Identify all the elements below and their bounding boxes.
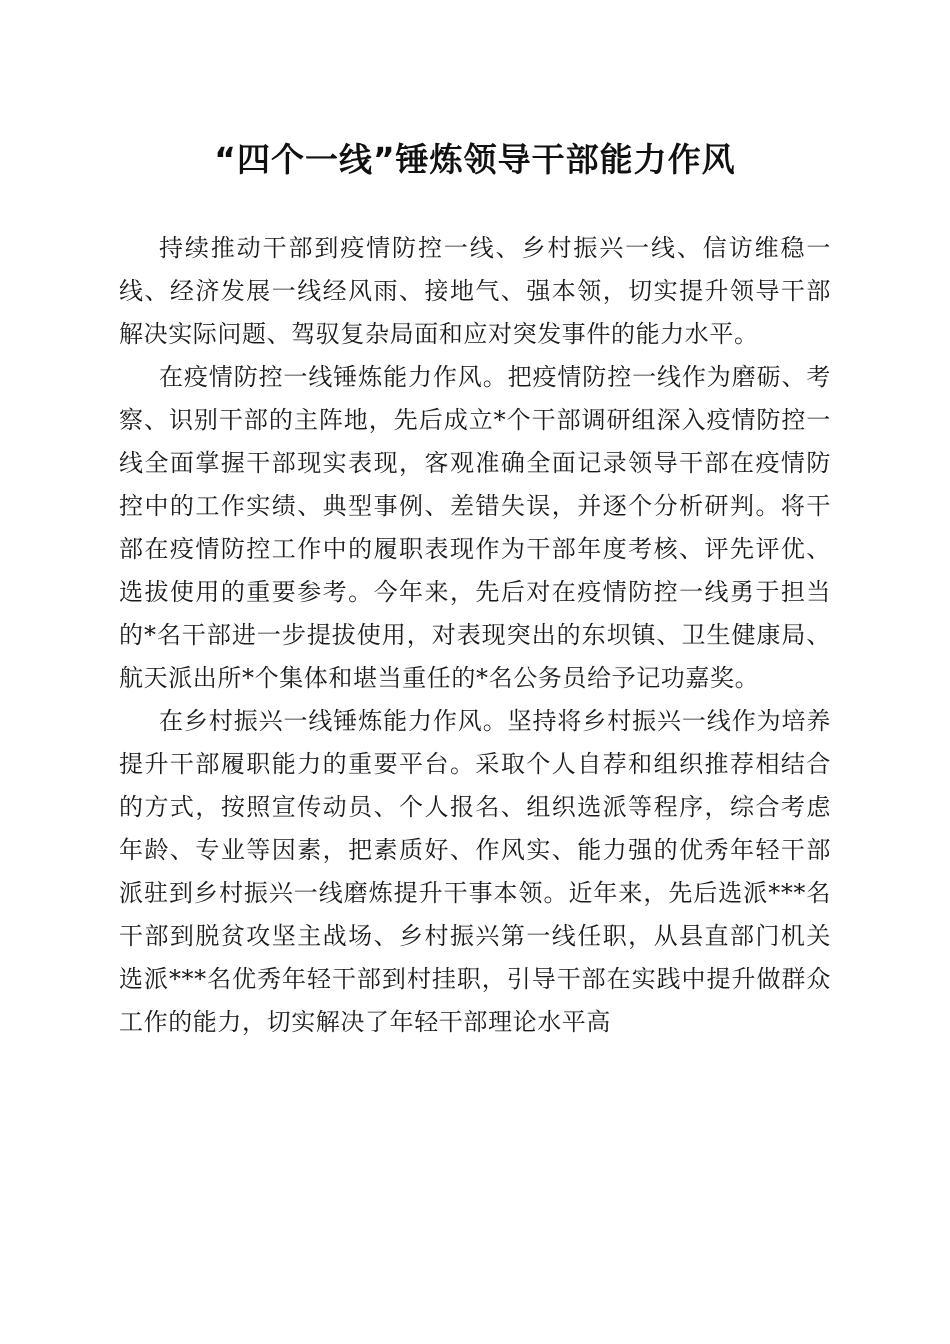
document-title: “四个一线”锤炼领导干部能力作风 — [214, 140, 736, 179]
document-body — [119, 227, 831, 1044]
paragraph-epidemic-control: 在疫情防控一线锤炼能力作风。把疫情防控一线作为磨砺、考察、识别干部的主阵地，先后成立*个干部调研组深入疫情防控一线全面掌握干部现实表现，客观准确全面记录领导干部在疫情防控中的工作实绩、典型事例、差错失误，并逐个分析研判。将干部在疫情防控工作中的履职表现作为干部年度考核、评先评优、选拔使用的重要参考。今年来，先后对在疫情防控一线勇于担当的*名干部进一步提拔使用，对表现突出的东坝镇、卫生健康局、航天派出所*个集体和堪当重任的*名公务员给予记功嘉奖。 — [119, 363, 831, 692]
paragraph-intro: 持续推动干部到疫情防控一线、乡村振兴一线、信访维稳一线、经济发展一线经风雨、接地气、强本领，切实提升领导干部解决实际问题、驾驭复杂局面和应对突发事件的能力水平。 — [119, 234, 831, 348]
paragraph-rural-revitalization: 在乡村振兴一线锤炼能力作风。坚持将乡村振兴一线作为培养提升干部履职能力的重要平台。采取个人自荐和组织推荐相结合的方式，按照宣传动员、个人报名、组织选派等程序，综合考虑年龄、专业等因素，把素质好、作风实、能力强的优秀年轻干部派驻到乡村振兴一线磨炼提升干事本领。近年来，先后选派***名干部到脱贫攻坚主战场、乡村振兴第一线任职，从县直部门机关选派***名优秀年轻干部到村挂职，引导干部在实践中提升做群众工作的能力，切实解决了年轻干部理论水平高 — [119, 707, 831, 1036]
